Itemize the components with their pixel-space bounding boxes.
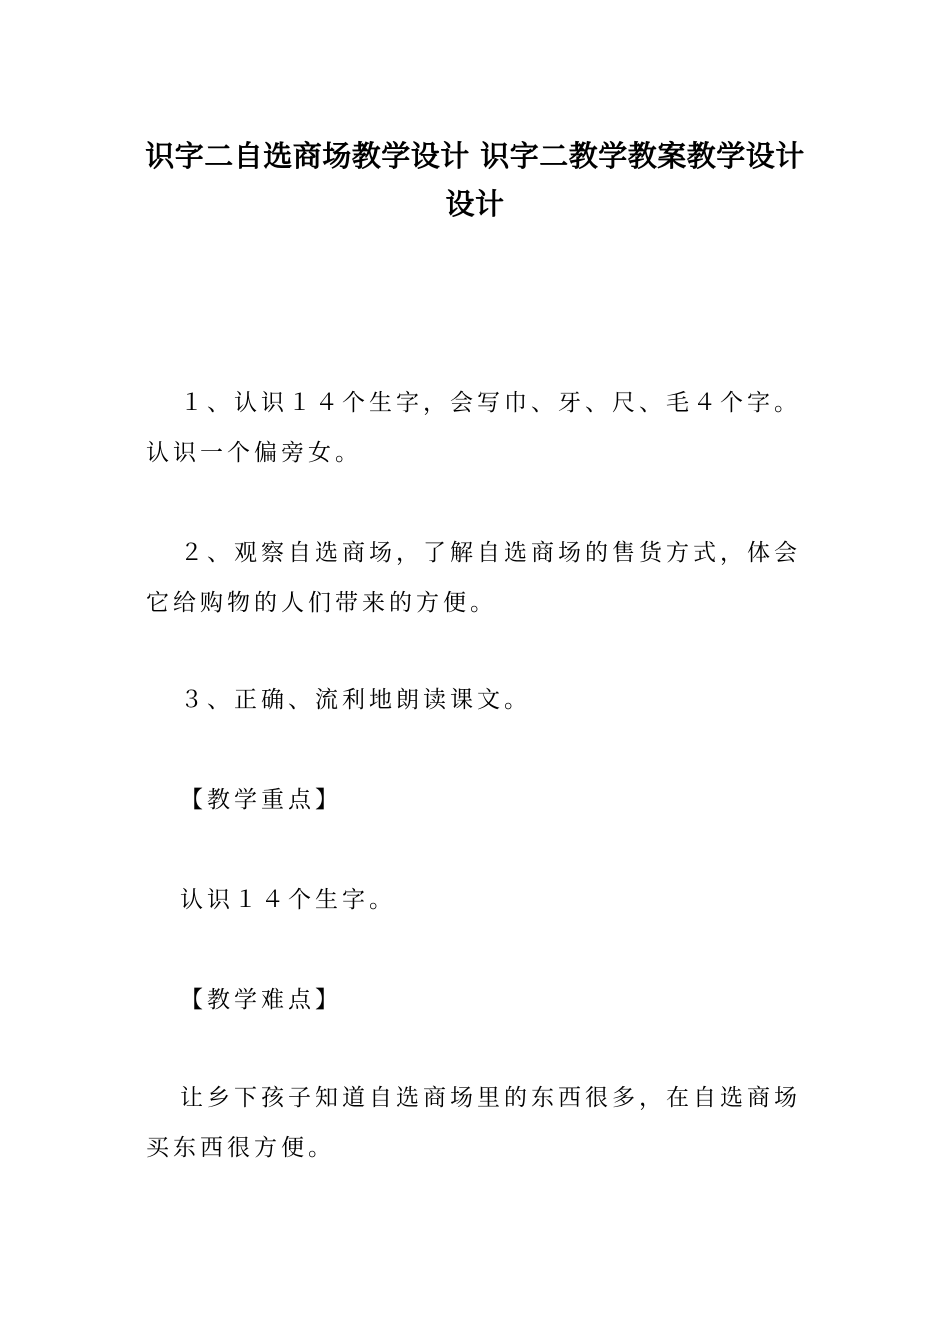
objective-1: １、认识１４个生字，会写巾、牙、尺、毛４个字。认识一个偏旁女。 — [146, 390, 801, 466]
difficulty-text: 让乡下孩子知道自选商场里的东西很多，在自选商场买东西很方便。 — [146, 1085, 801, 1161]
difficulty-heading: 【教学难点】 — [180, 987, 342, 1013]
document-title: 识字二自选商场教学设计 识字二教学教案教学设计设计 — [145, 139, 805, 221]
key-points-heading: 【教学重点】 — [180, 787, 342, 813]
objective-3: ３、正确、流利地朗读课文。 — [180, 687, 531, 713]
key-points-text: 认识１４个生字。 — [180, 887, 396, 913]
objective-2: ２、观察自选商场，了解自选商场的售货方式，体会它给购物的人们带来的方便。 — [146, 540, 801, 616]
